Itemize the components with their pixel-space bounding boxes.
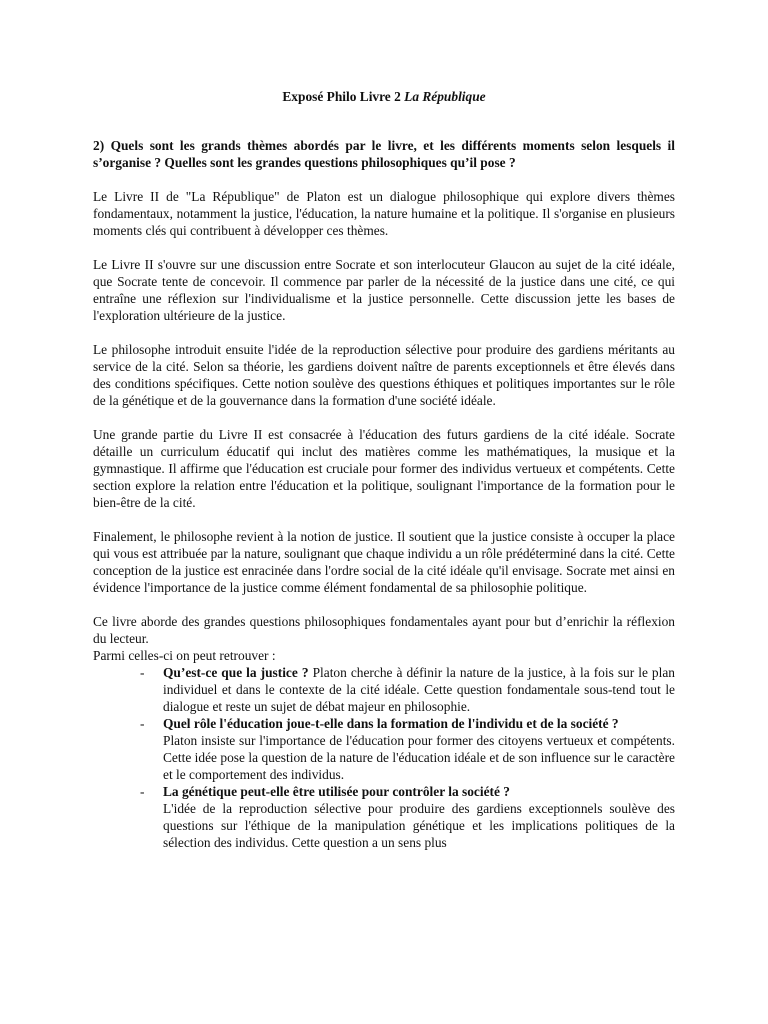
- paragraph-5: Finalement, le philosophe revient à la notion de justice. Il soutient que la justice consiste à occuper la place qui vous est attribuée par la nature, soulignant que chaque individu a un rôle prédéterminé dans la cité. Cette conception de la justice est enracinée dans l'ordre social de la cité idéale qu'il envisage. Socrate met ainsi en évidence l'importance de la justice comme élément fondamental de sa philosophie politique.: [93, 529, 675, 595]
- philosophical-questions-list: [93, 664, 675, 851]
- list-dash: -: [140, 784, 145, 799]
- intro-list-lead: Parmi celles-ci on peut retrouver :: [93, 648, 276, 663]
- paragraph-4: Une grande partie du Livre II est consacrée à l'éducation des futurs gardiens de la cité idéale. Socrate détaille un curriculum éducatif qui inclut des matières comme les mathématiques, la musique et la gymnastique. Il affirme que l'éducation est cruciale pour former des individus vertueux et compétents. Cette section explore la relation entre l'éducation et la politique, soulignant l'importance de la formation pour le bien-être de la cité.: [93, 427, 675, 510]
- question-body: L'idée de la reproduction sélective pour produire des gardiens exceptionnels soulève des questions sur l'éthique de la manipulation génétique et les implications politiques de la sélection des individus. Cette question a un sens plus: [163, 801, 675, 850]
- section-question: 2) Quels sont les grands thèmes abordés par le livre, et les différents moments selon lesquels il s’organise ? Quelles sont les grandes questions philosophiques qu’il pose ?: [93, 138, 675, 170]
- intro-paragraph: Ce livre aborde des grandes questions philosophiques fondamentales ayant pour but d’enrichir la réflexion du lecteur.: [93, 614, 675, 646]
- question-heading: La génétique peut-elle être utilisée pour contrôler la société ?: [163, 784, 510, 799]
- paragraph-3: Le philosophe introduit ensuite l'idée de la reproduction sélective pour produire des gardiens méritants au service de la cité. Selon sa théorie, les gardiens doivent naître de parents exceptionnels et être élevés dans des conditions spécifiques. Cette notion soulève des questions éthiques et politiques importantes sur le rôle de la génétique et de la gouvernance dans la formation d'une société idéale.: [93, 342, 675, 408]
- question-body: Platon cherche à définir la nature de la justice, à la fois sur le plan individuel et dans le contexte de la cité idéale. Cette question fondamentale sous-tend tout le dialogue et reste un sujet de débat majeur en philosophie.: [163, 665, 675, 714]
- list-item: [93, 783, 675, 851]
- question-heading: Quel rôle l'éducation joue-t-elle dans la formation de l'individu et de la société ?: [163, 716, 619, 731]
- document-content: [93, 88, 675, 851]
- question-heading: Qu’est-ce que la justice ?: [163, 665, 309, 680]
- list-item: [93, 715, 675, 783]
- paragraph-2: Le Livre II s'ouvre sur une discussion entre Socrate et son interlocuteur Glaucon au sujet de la cité idéale, que Socrate tente de concevoir. Il commence par parler de la nécessité de la justice dans une cité, ce qui entraîne une réflexion sur l'individualisme et la justice personnelle. Cette discussion jette les bases de l'exploration ultérieure de la justice.: [93, 257, 675, 323]
- list-dash: -: [140, 716, 145, 731]
- list-item: [93, 664, 675, 715]
- title-italic: La République: [404, 89, 486, 104]
- paragraph-1: Le Livre II de "La République" de Platon est un dialogue philosophique qui explore divers thèmes fondamentaux, notamment la justice, l'éducation, la nature humaine et la politique. Il s'organise en plusieurs moments clés qui contribuent à développer ces thèmes.: [93, 189, 675, 238]
- list-dash: -: [140, 665, 145, 680]
- document-title: Exposé Philo Livre 2 La République: [282, 89, 486, 104]
- question-body: Platon insiste sur l'importance de l'éducation pour former des citoyens vertueux et compétents. Cette idée pose la question de la nature de l'éducation idéale et de son influence sur le caractère et le comportement des individus.: [163, 733, 675, 782]
